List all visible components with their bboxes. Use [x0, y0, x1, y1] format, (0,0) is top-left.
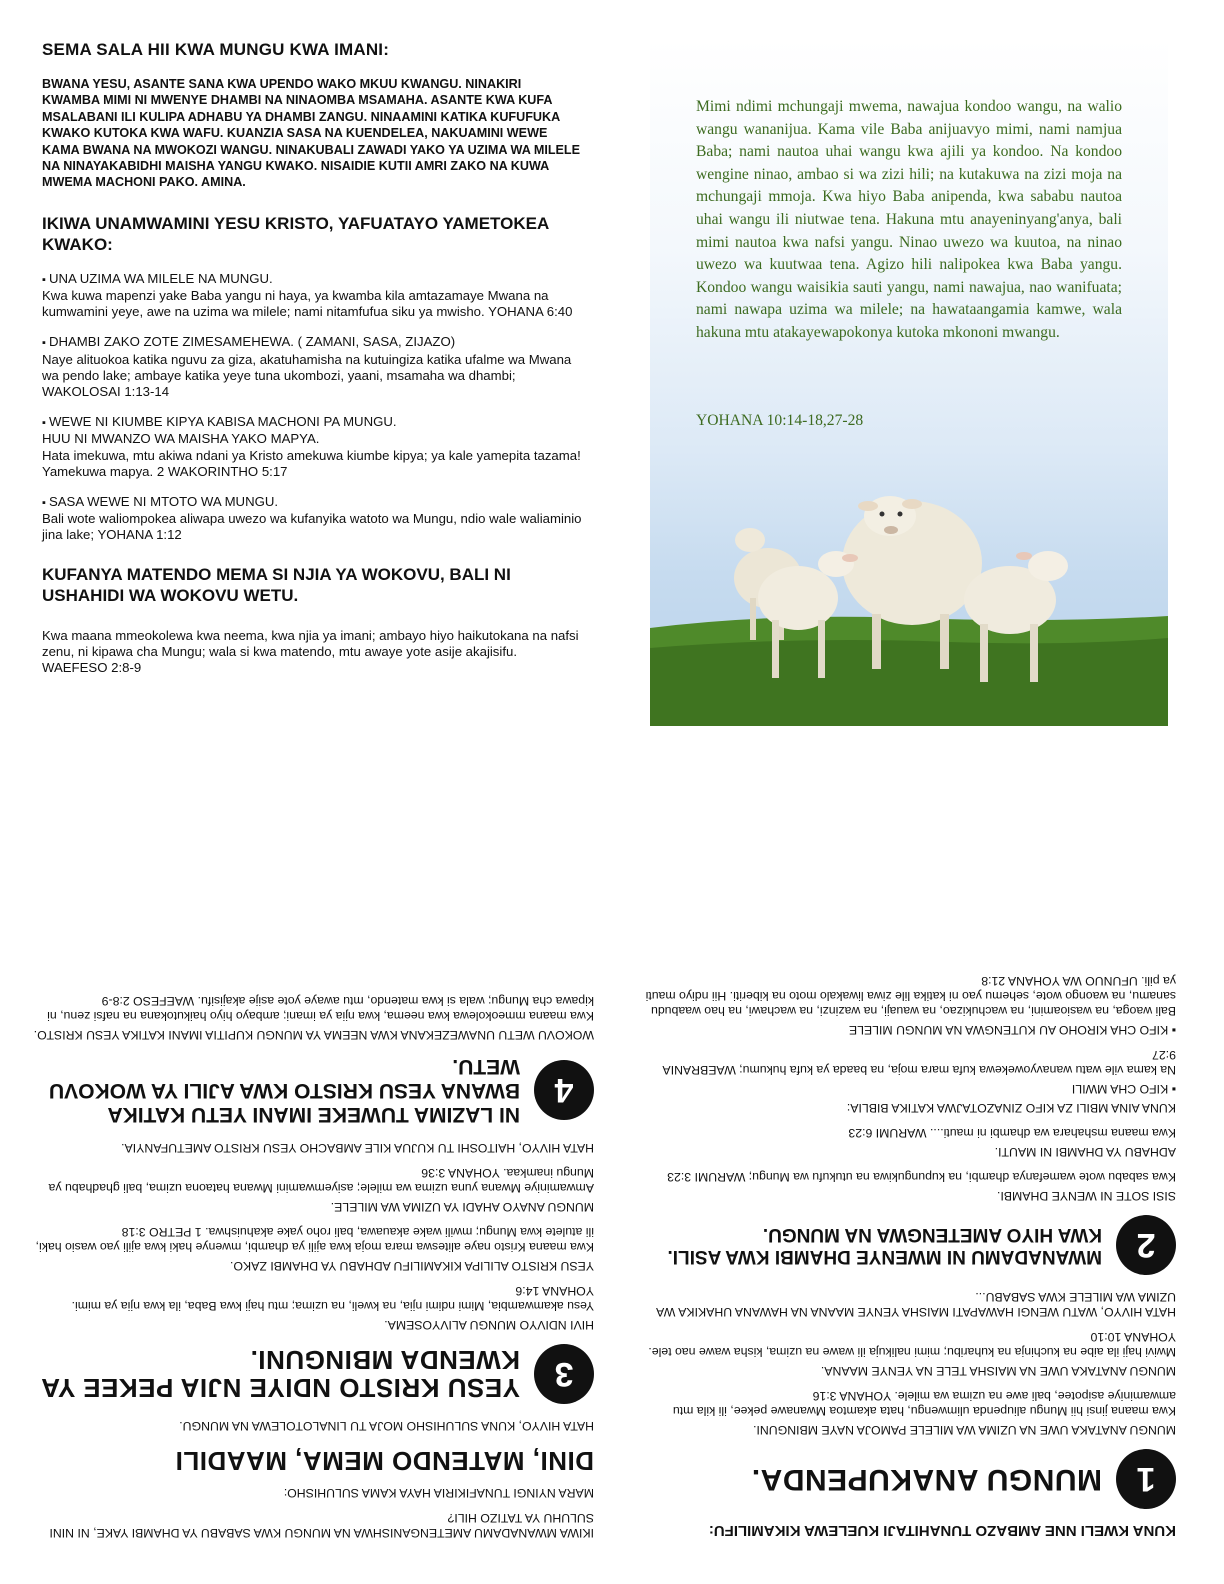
point-child-of-god: [42, 494, 582, 544]
subheading: KUNA AINA MBILI ZA KIFO ZINAZOTAJWA KATIKA BIBLIA:: [846, 1101, 1176, 1115]
problem-heading: DINI, MATENDO MEMA, MAADILI: [175, 1446, 594, 1476]
point-text: Naye alituokoa katika nguvu za giza, akatuhamisha na kutuingiza katika ufalme wa Mwana wa pendo lake; ambaye katika yeye tuna ukombozi, yaani, msamaha wa dhambi; WAKOLOSAI 1:13-14: [42, 351, 572, 400]
number-badge: 4: [534, 1060, 594, 1120]
truth-four: [28, 993, 594, 1126]
point-text: Hata imekuwa, mtu akiwa ndani ya Kristo amekuwa kiumbe kipya; ya kale yamepita tazama! Yamekuwa mapya. 2 WAKORINTHO 5:17: [42, 447, 581, 479]
point-eternal-life: [42, 271, 582, 321]
point-text: Bali wote waliompokea aliwapa uwezo wa kufanyika watoto wa Mungu, ndio wale waliaminio jina lake; YOHANA 1:12: [42, 511, 582, 543]
truth-four-header: [28, 1054, 594, 1126]
problem-section: [28, 1418, 594, 1540]
subheading: YESU KRISTO ALILIPA KIKAMILIFU ADHABU YA DHAMBI ZAKO.: [229, 1259, 594, 1273]
prayer-panel: [42, 40, 582, 676]
prayer-heading: SEMA SALA HII KWA MUNGU KWA IMANI:: [42, 40, 390, 59]
truth-one-header: [640, 1449, 1176, 1509]
truths-panel-1-2: [640, 780, 1176, 1540]
grass-shadow: [650, 638, 1168, 726]
point-title: ▪ DHAMBI ZAKO ZOTE ZIMESAMEHEWA. ( ZAMANI, SASA, ZIJAZO): [42, 334, 582, 351]
scripture: Bali waoga, na wasioamini, na wachukizao, na wauaji, na wazinzi, na wachawi, na hao waabudu sanamu, na waongo wote, sehemu yao ni katika lile ziwa liwakalo moto na kiberiti. Hii ndiyo mauti ya pili. UFUNUO WA YOHANA 21:8: [645, 974, 1176, 1018]
point-forgiven: [42, 334, 582, 400]
point-subtitle: HUU NI MWANZO WA MAISHA YAKO MAPYA.: [42, 431, 320, 447]
scripture: Yesu akamwambia, Mimi ndimi njia, na kweli, na uzima; mtu haji kwa Baba, ila kwa njia ya mimi. YOHANA 14:6: [71, 1284, 594, 1313]
truth-one: [640, 1289, 1176, 1509]
scripture: Mwivi haji ila aibe na kuchinja na kuharibu; mimi nalikuja ili wawe na uzima, kisha wawe nao tele. YOHANA 10:10: [648, 1330, 1176, 1359]
scripture: Kwa maana mshahara wa dhambi ni mauti.... WARUMI 6:23: [848, 1126, 1176, 1140]
subheading: SISI SOTE NI WENYE DHAMBI.: [996, 1189, 1176, 1203]
truth-three: [28, 1140, 594, 1404]
point-new-creation: [42, 414, 582, 480]
scripture: Kwa sababu wote wamefanya dhambi, na kupungukiwa na utukufu wa Mungu; WARUMI 3:23: [667, 1170, 1176, 1184]
shepherd-panel: [650, 38, 1168, 726]
truth-three-heading: YESU KRISTO NDIYE NJIA PEKEE YA KWENDA MBINGUNI.: [41, 1345, 520, 1403]
shepherd-verse-reference: YOHANA 10:14-18,27-28: [696, 412, 864, 429]
believe-heading: IKIWA UNAMWAMINI YESU KRISTO, YAFUATAYO YAMETOKEA KWAKO:: [42, 213, 549, 254]
number-badge: 3: [534, 1344, 594, 1404]
subheading: MUNGU ANATAKA UWE NA UZIMA WA MILELE PAMOJA NAYE MBINGUNI.: [753, 1423, 1176, 1437]
truth-two: [640, 973, 1176, 1275]
truth-two-heading: MWANADAMU NI MWENYE DHAMBI KWA ASILI. KWA HIYO AMETENGWA NA MUNGU.: [667, 1224, 1102, 1267]
truth-three-header: [28, 1344, 594, 1404]
transition: HATA HIVYO, WATU WENGI HAWAPATI MAISHA YENYE MAANA NA HAWANA UHAKIKA WA UZIMA WA MILELE KWA SABABU...: [656, 1290, 1176, 1319]
subheading: ADHABU YA DHAMBI NI MAUTI.: [994, 1145, 1176, 1159]
works-heading: KUFANYA MATENDO MEMA SI NJIA YA WOKOVU, BALI NI USHAHIDI WA WOKOVU WETU.: [42, 564, 511, 605]
problem-solution: HATA HIVYO, KUNA SULUHISHO MOJA TU LINALOTOLEWA NA MUNGU.: [179, 1419, 594, 1433]
truth-two-header: [640, 1215, 1176, 1275]
scripture: Na kama vile watu wanavyowekewa kufa mara moja, na baada ya kufa hukumu; WAEBRANIA 9:27: [663, 1048, 1176, 1077]
point-title: ▪ WEWE NI KIUMBE KIPYA KABISA MACHONI PA MUNGU.: [42, 414, 582, 431]
number-badge: 1: [1116, 1449, 1176, 1509]
subheading: WOKOVU WETU UNAWEZEKANA KWA NEEMA YA MUNGU KUPITIA IMANI KATIKA YESU KRISTO.: [33, 1028, 594, 1042]
truth-one-heading: MUNGU ANAKUPENDA.: [751, 1463, 1102, 1496]
truths-panel-3-4: [28, 780, 594, 1540]
scripture: Kwa maana jinsi hii Mungu aliupenda ulimwengu, hata akamtoa Mwanawe pekee, ili kila mtu amwaminiye asipotee, bali awe na uzima wa milele. YOHANA 3:16: [672, 1389, 1176, 1418]
point-title: ▪ SASA WEWE NI MTOTO WA MUNGU.: [42, 494, 582, 511]
subheading: MUNGU ANAYO AHADI YA UZIMA WA MILELE.: [330, 1200, 594, 1214]
shepherd-verse: Mimi ndimi mchungaji mwema, nawajua kondoo wangu, na walio wangu wananijua. Kama vile Baba anijuavyo mimi, nami namjua Baba; nami nautoa uhai wangu kwa ajili ya kondoo. Na kondoo wengine ninao, ambao si wa zizi hili; na kutakuwa na zizi moja na mchungaji mmoja. Kwa hiyo Baba anipenda, kwa sababu nautoa uhai wangu ili niutwae tena. Hakuna mtu anayeninyang'anya, bali mimi nautoa kwa nafsi yangu. Ninao uwezo wa kuutoa, na ninao uwezo wa kuutwaa tena. Agizo hili nalipokea kwa Baba yangu. Kondoo wangu waisikia sauti yangu, nami nawajua, nao wanifuata; nami nawapa uzima wa milele; na hawataangamia kamwe, wala hakuna mtu atakayewapokonya kutoka mkononi mwangu.: [696, 98, 1122, 341]
subheading: MUNGU ANATAKA UWE NA MAISHA TELE NA YENYE MAANA.: [820, 1364, 1176, 1378]
scripture: Kwa maana mmeokolewa kwa neema, kwa njia ya imani; ambayo hiyo haikutokana na nafsi zenu, ni kipawa cha Mungu; wala si kwa matendo, mtu awaye yote asije akajisifu. WAEFESO 2:8-9: [47, 994, 594, 1023]
sheep-photo: [650, 438, 1168, 726]
point-text: Kwa kuwa mapenzi yake Baba yangu ni haya, ya kwamba kila amtazamaye Mwana na kumwamini yeye, awe na uzima wa milele; nami nitamfufua siku ya mwisho. YOHANA 6:40: [42, 288, 573, 320]
subheading: HIVI NDIVYO MUNGU ALIVYOSEMA.: [384, 1318, 594, 1332]
truths-intro: KUNA KWELI NNE AMBAZO TUNAHITAJI KUELEWA KIKAMILIFU:: [708, 1522, 1176, 1539]
problem-common-answers: MARA NYINGI TUNAFIKIRIA HAYA KAMA SULUHISHO:: [283, 1486, 594, 1500]
number-badge: 2: [1116, 1215, 1176, 1275]
scripture: Kwa maana Kristo naye aliteswa mara moja kwa ajili ya dhambi, mwenye haki kwa ajili yao wasio haki, ili atulete kwa Mungu; mwili wake akauawa, bali roho yake akahuishwa. 1 PETRO 3:18: [35, 1225, 594, 1254]
truth-four-heading: NI LAZIMA TUWEKE IMANI YETU KATIKA BWANA YESU KRISTO KWA AJILI YA WOKOVU WETU.: [48, 1055, 520, 1126]
transition: HATA HIVYO, HAITOSHI TU KUJUA KILE AMBACHO YESU KRISTO AMETUFANYIA.: [121, 1141, 594, 1155]
works-text: Kwa maana mmeokolewa kwa neema, kwa njia ya imani; ambayo hiyo haikutokana na nafsi zenu, ni kipawa cha Mungu; wala si kwa matendo, mtu awaye yote asije akajisifu. WAEFESO 2:8-9: [42, 627, 579, 676]
problem-question: IKIWA MWANADAMU AMETENGANISHWA NA MUNGU KWA SABABU YA DHAMBI YAKE, NI NINI SULUHU YA TATIZO HILI?: [49, 1511, 594, 1540]
point-title: ▪ UNA UZIMA WA MILELE NA MUNGU.: [42, 271, 582, 288]
prayer-text: BWANA YESU, ASANTE SANA KWA UPENDO WAKO MKUU KWANGU. NINAKIRI KWAMBA MIMI NI MWENYE DHAMBI NA NINAOMBA MSAMAHA. ASANTE KWA KUFA MSALABANI ILI KULIPA ADHABU YA DHAMBI ZANGU. NINAAMINI KATIKA KUFUFUKA KWAKO KUTOKA KWA WAFU. KUANZIA SASA NA KUENDELEA, NAKUAMINI WEWE KAMA BWANA NA MWOKOZI WANGU. NINAKUBALI ZAWADI YAKO YA UZIMA WA MILELE NA NINAYAKABIDHI MAISHA YANGU KWAKO. NISAIDIE KUTII AMRI ZAKO NA KUWA MWEMA MACHONI PAKO. AMINA.: [42, 77, 581, 190]
scripture: Amwaminiye Mwana yuna uzima wa milele; asiyemwamini Mwana hataona uzima, bali ghadhabu ya Mungu inamkaa. YOHANA 3:36: [48, 1166, 594, 1195]
subheading: ▪ KIFO CHA KIROHO AU KUTENGWA NA MUNGU MILELE: [848, 1023, 1176, 1037]
subheading: ▪ KIFO CHA MWILI: [1071, 1082, 1176, 1096]
